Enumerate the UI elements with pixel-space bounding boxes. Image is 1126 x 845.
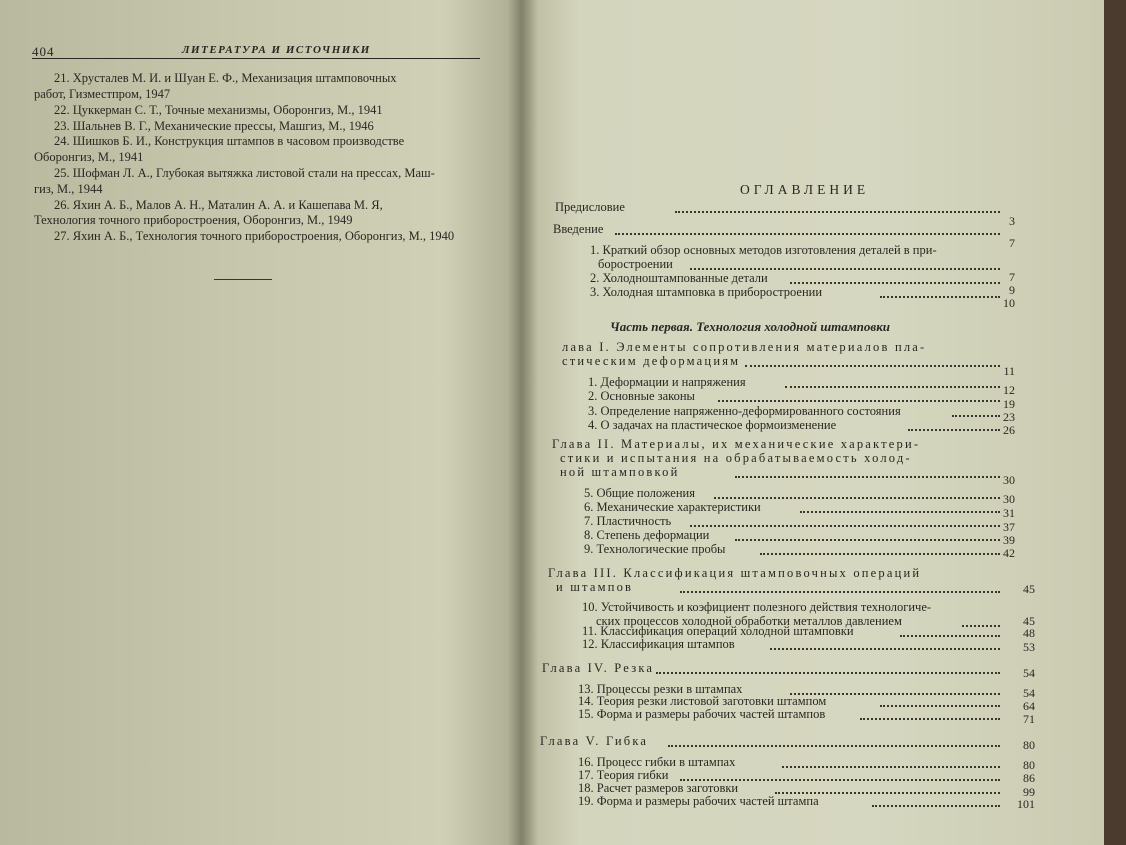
leader-dots <box>790 272 1000 284</box>
leader-dots <box>775 782 1000 794</box>
part-one-title: Часть первая. Технология холодной штамповки <box>610 319 891 334</box>
leader-dots <box>656 662 1000 674</box>
toc-page: 26 <box>1003 423 1015 437</box>
toc-page: 45 <box>1023 614 1035 628</box>
reference-24: 24. Шишков Б. И., Конструкция штампов в часовом производстве <box>54 134 405 148</box>
toc-section-8: 8. Степень деформации <box>584 528 710 542</box>
toc-page: 99 <box>1023 785 1035 799</box>
toc-page: 31 <box>1003 506 1015 520</box>
header-title: ЛИТЕРАТУРА И ИСТОЧНИКИ <box>182 44 371 56</box>
reference-21: 21. Хрусталев М. И. и Шуан Е. Ф., Механизация штамповочных <box>54 71 397 85</box>
leader-dots <box>745 355 1000 367</box>
leader-dots <box>668 735 1000 747</box>
section-divider <box>214 279 272 280</box>
toc-page: 37 <box>1003 520 1015 534</box>
toc-page: 101 <box>1017 797 1035 811</box>
toc-page: 48 <box>1023 626 1035 640</box>
reference-22: 22. Цуккерман С. Т., Точные механизмы, Оборонгиз, М., 1941 <box>54 103 383 117</box>
toc-page: 54 <box>1023 686 1035 700</box>
toc-page: 54 <box>1023 666 1035 680</box>
toc-chapter-5: Глава V. Гибка <box>540 734 649 748</box>
leader-dots <box>714 487 1000 499</box>
leader-dots <box>880 286 1000 298</box>
toc-page: 64 <box>1023 699 1035 713</box>
reference-27: 27. Яхин А. Б., Технология точного приборостроения, Оборонгиз, М., 1940 <box>54 229 455 243</box>
leader-dots <box>690 515 1000 527</box>
toc-page: 9 <box>1009 283 1015 297</box>
toc-section-1: 1. Краткий обзор основных методов изготовления деталей в при- <box>590 243 937 257</box>
toc-section-12: 12. Классификация штампов <box>582 637 735 651</box>
toc-page: 10 <box>1003 296 1015 310</box>
toc-page: 23 <box>1003 410 1015 424</box>
leader-dots <box>735 466 1000 478</box>
book-spine <box>508 0 538 845</box>
reference-25-cont: гиз, М., 1944 <box>34 182 103 196</box>
reference-26-cont: Технология точного приборостроения, Оборонгиз, М., 1949 <box>34 213 353 227</box>
toc-page: 19 <box>1003 397 1015 411</box>
toc-page: 39 <box>1003 533 1015 547</box>
leader-dots <box>800 501 1000 513</box>
toc-page: 80 <box>1023 758 1035 772</box>
reference-25: 25. Шофман Л. А., Глубокая вытяжка листовой стали на прессах, Маш- <box>54 166 435 180</box>
toc-section-15: 15. Форма и размеры рабочих частей штампов <box>578 707 826 721</box>
toc-section-10: 10. Устойчивость и коэфициент полезного действия технологиче- <box>582 600 932 614</box>
toc-section-2: 2. Холодноштампованные детали <box>590 271 768 285</box>
toc-page: 3 <box>1009 214 1015 228</box>
toc-chapter-2-cont: ной штамповкой <box>560 465 680 479</box>
leader-dots <box>872 795 1000 807</box>
toc-section-6: 6. Механические характеристики <box>584 500 761 514</box>
leader-dots <box>770 638 1000 650</box>
page-number: 404 <box>32 44 55 59</box>
reference-24-cont: Оборонгиз, М., 1941 <box>34 150 144 164</box>
leader-dots <box>690 258 1000 270</box>
reference-21-cont: работ, Гизместпром, 1947 <box>34 87 171 101</box>
toc-chapter-4: Глава IV. Резка <box>542 661 655 675</box>
toc-page: 71 <box>1023 712 1035 726</box>
toc-page: 12 <box>1003 383 1015 397</box>
toc-section-1-cont: боростроении <box>598 257 673 271</box>
toc-page: 53 <box>1023 640 1035 654</box>
toc-page: 86 <box>1023 771 1035 785</box>
leader-dots <box>782 756 1000 768</box>
leader-dots <box>880 695 1000 707</box>
toc-chapter-1-cont: стическим деформациям <box>562 354 741 368</box>
leader-dots <box>735 529 1000 541</box>
toc-section-10-cont: ских процессов холодной обработки металлов давлением <box>596 614 902 628</box>
toc-section-18: 18. Расчет размеров заготовки <box>578 781 739 795</box>
toc-page: 42 <box>1003 546 1015 560</box>
toc-section-5: 5. Общие положения <box>584 486 695 500</box>
leader-dots <box>680 769 1000 781</box>
leader-dots <box>760 543 1000 555</box>
toc-section-4: 4. О задачах на пластическое формоизменение <box>588 418 837 432</box>
toc-introduction: Введение <box>553 222 604 236</box>
toc-section-13: 13. Процессы резки в штампах <box>578 682 743 696</box>
toc-section-2: 2. Основные законы <box>588 389 695 403</box>
toc-section-1: 1. Деформации и напряжения <box>588 375 746 389</box>
page-header <box>32 42 480 59</box>
toc-page: 45 <box>1023 582 1035 596</box>
toc-section-19: 19. Форма и размеры рабочих частей штампа <box>578 794 819 808</box>
toc-page: 30 <box>1003 492 1015 506</box>
leader-dots <box>615 223 1000 235</box>
leader-dots <box>680 581 1000 593</box>
toc-section-14: 14. Теория резки листовой заготовки штампом <box>578 694 827 708</box>
toc-section-9: 9. Технологические пробы <box>584 542 726 556</box>
toc-chapter-2: Глава II. Материалы, их механические характери- <box>552 437 921 451</box>
toc-chapter-3-cont: и штампов <box>556 580 634 594</box>
toc-page: 30 <box>1003 473 1015 487</box>
toc-section-17: 17. Теория гибки <box>578 768 669 782</box>
leader-dots <box>785 376 1000 388</box>
book-cover-edge <box>1104 0 1126 845</box>
toc-section-16: 16. Процесс гибки в штампах <box>578 755 736 769</box>
toc-title: ОГЛАВЛЕНИЕ <box>740 182 870 197</box>
reference-26: 26. Яхин А. Б., Малов А. Н., Маталин А. А. и Кашепава М. Я, <box>54 198 383 212</box>
toc-page: 11 <box>1003 364 1015 378</box>
toc-section-11: 11. Классификация операций холодной штамповки <box>582 624 854 638</box>
reference-23: 23. Шальнев В. Г., Механические прессы, Машгиз, М., 1946 <box>54 119 374 133</box>
leader-dots <box>718 390 1000 402</box>
leader-dots <box>860 708 1000 720</box>
toc-preface: Предисловие <box>555 200 625 214</box>
toc-section-3: 3. Холодная штамповка в приборостроении <box>590 285 823 299</box>
toc-chapter-3: Глава III. Классификация штамповочных операций <box>548 566 922 580</box>
leader-dots <box>900 625 1000 637</box>
leader-dots <box>675 201 1000 213</box>
toc-page: 7 <box>1009 270 1015 284</box>
toc-chapter-1: лава I. Элементы сопротивления материалов пла- <box>562 340 927 354</box>
toc-page: 7 <box>1009 236 1015 250</box>
toc-chapter-2-cont: стики и испытания на обрабатываемость холод- <box>560 451 912 465</box>
toc-section-3: 3. Определение напряженно-деформированного состояния <box>588 404 901 418</box>
toc-section-7: 7. Пластичность <box>584 514 672 528</box>
toc-page: 80 <box>1023 738 1035 752</box>
